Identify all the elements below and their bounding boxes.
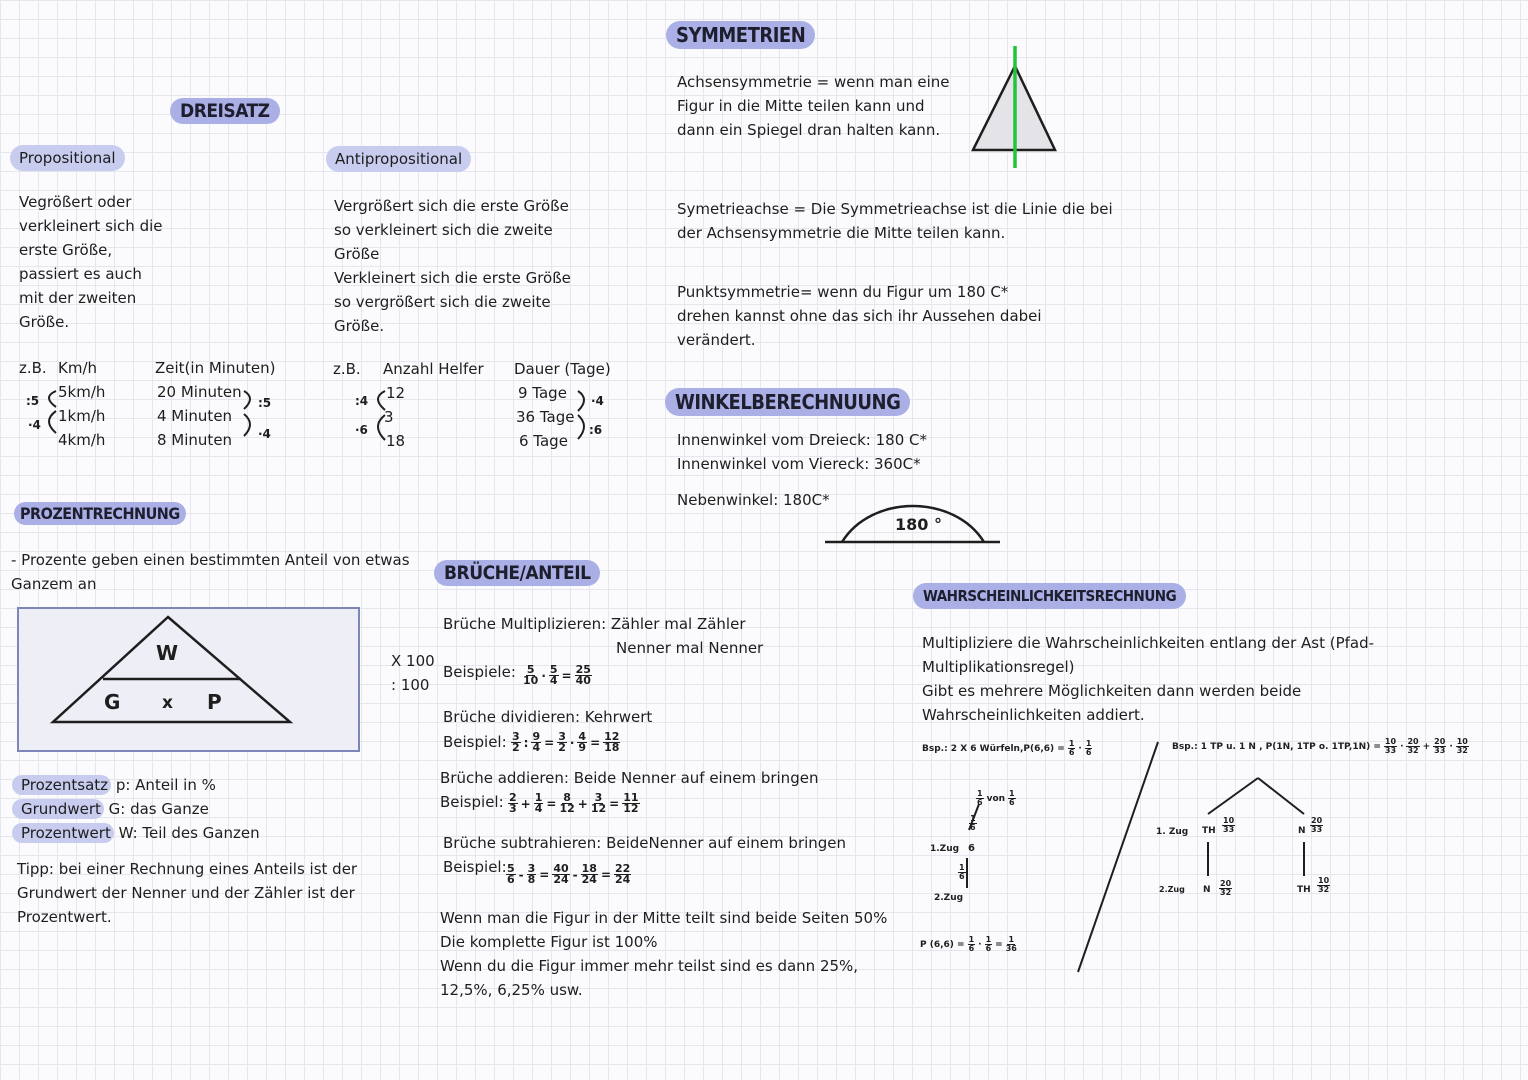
nebenwinkel-line: Nebenwinkel: 180C* [677,491,830,509]
value-cell: 36 Tage [516,408,575,426]
prozent-intro: - Prozente geben einen bestimmten Anteil von etwas [11,551,410,569]
operator-label: ·4 [258,427,271,441]
operator-label: :5 [258,396,272,410]
mult-rule: Brüche Multiplizieren: Zähler mal Zähler [443,615,746,633]
symmetric-triangle-icon [965,44,1065,170]
fraction: $\frac{5}{6}$ [507,862,515,886]
tree-fraction: $\frac{10}{32}$ [1318,876,1330,894]
figur-line: 12,5%, 6,25% usw. [440,981,583,999]
beispiel-label: Beispiel: [443,858,507,876]
side-note: : 100 [391,676,430,694]
tipp-line: Tipp: bei einer Rechnung eines Anteils ist der [17,860,358,878]
bracket-arrows-icon [36,384,60,444]
fraction: $\frac{3}{12}$ [590,791,607,815]
fraction: $\frac{22}{24}$ [615,862,631,886]
wahrsch-text: Multiplikationsregel) [922,658,1075,676]
branch-fraction: $\frac{1}{6}$ [970,814,976,832]
symmetrieachse-text: der Achsensymmetrie die Mitte teilen kann. [677,224,1006,242]
antipropositional-label: Antipropositional [326,146,471,172]
beispiel-label: Beispiel: [443,733,507,751]
zug2-label: 2.Zug [934,893,964,903]
operator-label: :5 [26,394,40,408]
text-line: Größe. [334,317,385,335]
definition-row [12,797,209,821]
definition-row [12,821,260,845]
triangle-g-label: G [104,690,121,714]
definition-term: Prozentsatz [12,775,111,795]
tree-node-n: N [1203,885,1211,895]
tree-zug2-label: 2.Zug [1159,885,1185,894]
col2-heading: Dauer (Tage) [514,360,611,378]
winkel-line: Innenwinkel vom Viereck: 360C* [677,455,921,473]
div-rule: Brüche dividieren: Kehrwert [443,708,653,726]
side-note: X 100 [391,652,435,670]
definition-term: Grundwert [12,799,104,819]
triangle-x-label: x [162,693,173,713]
figur-line: Wenn du die Figur immer mehr teilst sind es dann 25%, [440,957,859,975]
brueche-heading: BRÜCHE/ANTEIL [434,560,600,586]
zug1-label: 1.Zug [930,844,960,854]
wahrsch-text: Wahrscheinlichkeiten addiert. [922,706,1145,724]
mult-example: $\frac{5}{10}$ · $\frac{5}{4}$ = $\frac{25}{40}$ [523,663,591,687]
figur-line: Die komplette Figur ist 100% [440,933,658,951]
value-cell: 20 Minuten [157,383,242,401]
fraction: $\frac{3}{2}$ [512,730,520,754]
p66-result: P (6,6) = $\frac{1}{6}$ · $\frac{1}{6}$ = $\frac{1}{36}$ [920,935,1017,953]
achsensymmetrie-text: Figur in die Mitte teilen kann und [677,97,925,115]
sub-example: $\frac{5}{6}$ - $\frac{3}{8}$ = $\frac{40}{24}$ - $\frac{18}{24}$ = $\frac{22}{24}$ [507,862,631,886]
punktsymmetrie-text: Punktsymmetrie= wenn du Figur um 180 C* [677,283,1009,301]
prozentrechnung-heading: PROZENTRECHNUNG [14,502,186,525]
zb-label: z.B. [333,360,361,378]
wahrsch-text: Gibt es mehrere Möglichkeiten dann werden beide [922,682,1302,700]
definition-text: G: das Ganze [103,800,209,818]
bracket-arrows-icon [240,384,260,444]
value-cell: 8 Minuten [157,431,233,449]
figur-line: Wenn man die Figur in der Mitte teilt sind beide Seiten 50% [440,909,888,927]
definition-term: Prozentwert [12,823,114,843]
tipp-line: Prozentwert. [17,908,112,926]
tree-node-th: TH [1202,826,1216,836]
text-line: mit der zweiten [19,289,137,307]
symmetrieachse-text: Symetrieachse = Die Symmetrieachse ist die Linie die bei [677,200,1113,218]
propositional-label: Propositional [10,145,125,171]
mult-rule: Nenner mal Nenner [616,639,764,657]
add-rule: Brüche addieren: Beide Nenner auf einem bringen [440,769,819,787]
von-label: $\frac{1}{6}$ von $\frac{1}{6}$ [977,789,1015,807]
symmetrien-heading: SYMMETRIEN [666,21,815,49]
fraction: $\frac{18}{24}$ [581,862,597,886]
bsp2-example: Bsp.: 1 TP u. 1 N , P(1N, 1TP o. 1TP,1N) = $\frac{10}{33}$ · $\frac{20}{32}$ + $\frac{20}{33}$ · $\frac{10}{32}$ [1172,737,1468,755]
dreisatz-heading: DREISATZ [170,98,280,124]
value-cell: 18 [386,432,406,450]
bracket-arrows-icon [366,384,388,446]
operator-label: ·4 [28,418,41,432]
fraction: $\frac{3}{8}$ [527,862,536,886]
text-line: passiert es auch [19,265,142,283]
wahrscheinlichkeit-heading: WAHRSCHEINLICHKEITSRECHNUNG [913,583,1186,609]
punktsymmetrie-text: drehen kannst ohne das sich ihr Aussehen dabei [677,307,1042,325]
text-line: Vegrößert oder [19,193,132,211]
triangle-shape [19,609,358,750]
value-cell: 12 [386,384,406,402]
div-example: $\frac{3}{2}$ : $\frac{9}{4}$ = $\frac{3}{2}$ · $\frac{4}{9}$ = $\frac{12}{18}$ [512,730,620,754]
text-line: Vergrößert sich die erste Größe [334,197,569,215]
fraction: $\frac{1}{4}$ [534,791,543,815]
sub-rule: Brüche subtrahieren: BeideNenner auf einem bringen [443,834,847,852]
add-example: $\frac{2}{3}$ + $\frac{1}{4}$ = $\frac{8}{12}$ + $\frac{3}{12}$ = $\frac{11}{12}$ [509,791,639,815]
bracket-arrows-icon [574,384,594,446]
angle-label: 180 ° [895,515,942,534]
punktsymmetrie-text: verändert. [677,331,756,349]
fraction: $\frac{3}{2}$ [558,730,566,754]
triangle-p-label: P [207,690,222,714]
beispiel-label: Beispiel: [440,793,504,811]
triangle-w-label: W [156,641,179,665]
value-cell: 4 Minuten [157,407,233,425]
fraction: $\frac{5}{10}$ [523,663,539,687]
col1-heading: Anzahl Helfer [383,360,484,378]
fraction: $\frac{11}{12}$ [623,791,639,815]
prozent-intro: Ganzem an [11,575,97,593]
fraction: $\frac{25}{40}$ [575,663,591,687]
text-line: verkleinert sich die [19,217,163,235]
fraction: $\frac{2}{3}$ [509,791,517,815]
fraction: $\frac{12}{18}$ [604,730,620,754]
operator-label: :4 [355,394,369,408]
zb-label: z.B. [19,359,47,377]
fraction: $\frac{40}{24}$ [553,862,569,886]
bsp1-example: Bsp.: 2 X 6 Würfeln,P(6,6) = $\frac{1}{6}$ · $\frac{1}{6}$ [922,739,1092,757]
value-cell: 6 Tage [519,432,568,450]
tree-fraction: $\frac{20}{33}$ [1311,816,1323,834]
definition-text: p: Anteil in % [111,776,216,794]
wgp-triangle-box [17,607,360,752]
col2-heading: Zeit(in Minuten) [155,359,276,377]
operator-label: ·6 [355,423,368,437]
operator-label: ·4 [591,394,604,408]
tree-fraction: $\frac{10}{33}$ [1223,816,1235,834]
tree-fraction: $\frac{20}{32}$ [1220,879,1232,897]
text-line: Größe [334,245,380,263]
tree-zug1-label: 1. Zug [1156,827,1189,837]
achsensymmetrie-text: dann ein Spiegel dran halten kann. [677,121,941,139]
tree-node-th: TH [1297,885,1311,895]
tree-node-n: N [1298,826,1306,836]
node-six: 6 [968,843,975,854]
fraction: $\frac{5}{4}$ [549,663,558,687]
fraction: $\frac{4}{9}$ [578,730,587,754]
definition-row [12,773,216,797]
divider-line [1074,738,1164,976]
achsensymmetrie-text: Achsensymmetrie = wenn man eine [677,73,950,91]
wahrsch-text: Multipliziere die Wahrscheinlichkeiten entlang der Ast (Pfad- [922,634,1375,652]
text-line: so vergrößert sich die zweite [334,293,551,311]
winkelberechnung-heading: WINKELBERECHNUUNG [665,388,910,416]
branch-fraction: $\frac{1}{6}$ [959,863,965,881]
fraction: $\frac{8}{12}$ [559,791,575,815]
fraction: $\frac{9}{4}$ [532,730,541,754]
text-line: Größe. [19,313,70,331]
value-cell: 3 [384,408,394,426]
definition-text: W: Teil des Ganzen [113,824,260,842]
text-line: so verkleinert sich die zweite [334,221,553,239]
text-line: Verkleinert sich die erste Größe [334,269,571,287]
value-cell: 1km/h [58,407,106,425]
winkel-line: Innenwinkel vom Dreieck: 180 C* [677,431,928,449]
tipp-line: Grundwert der Nenner und der Zähler ist der [17,884,355,902]
operator-label: :6 [589,423,603,437]
col1-heading: Km/h [58,359,98,377]
value-cell: 4km/h [58,431,106,449]
beispiel-label: Beispiele: [443,663,516,681]
value-cell: 5km/h [58,383,106,401]
text-line: erste Größe, [19,241,113,259]
value-cell: 9 Tage [518,384,567,402]
